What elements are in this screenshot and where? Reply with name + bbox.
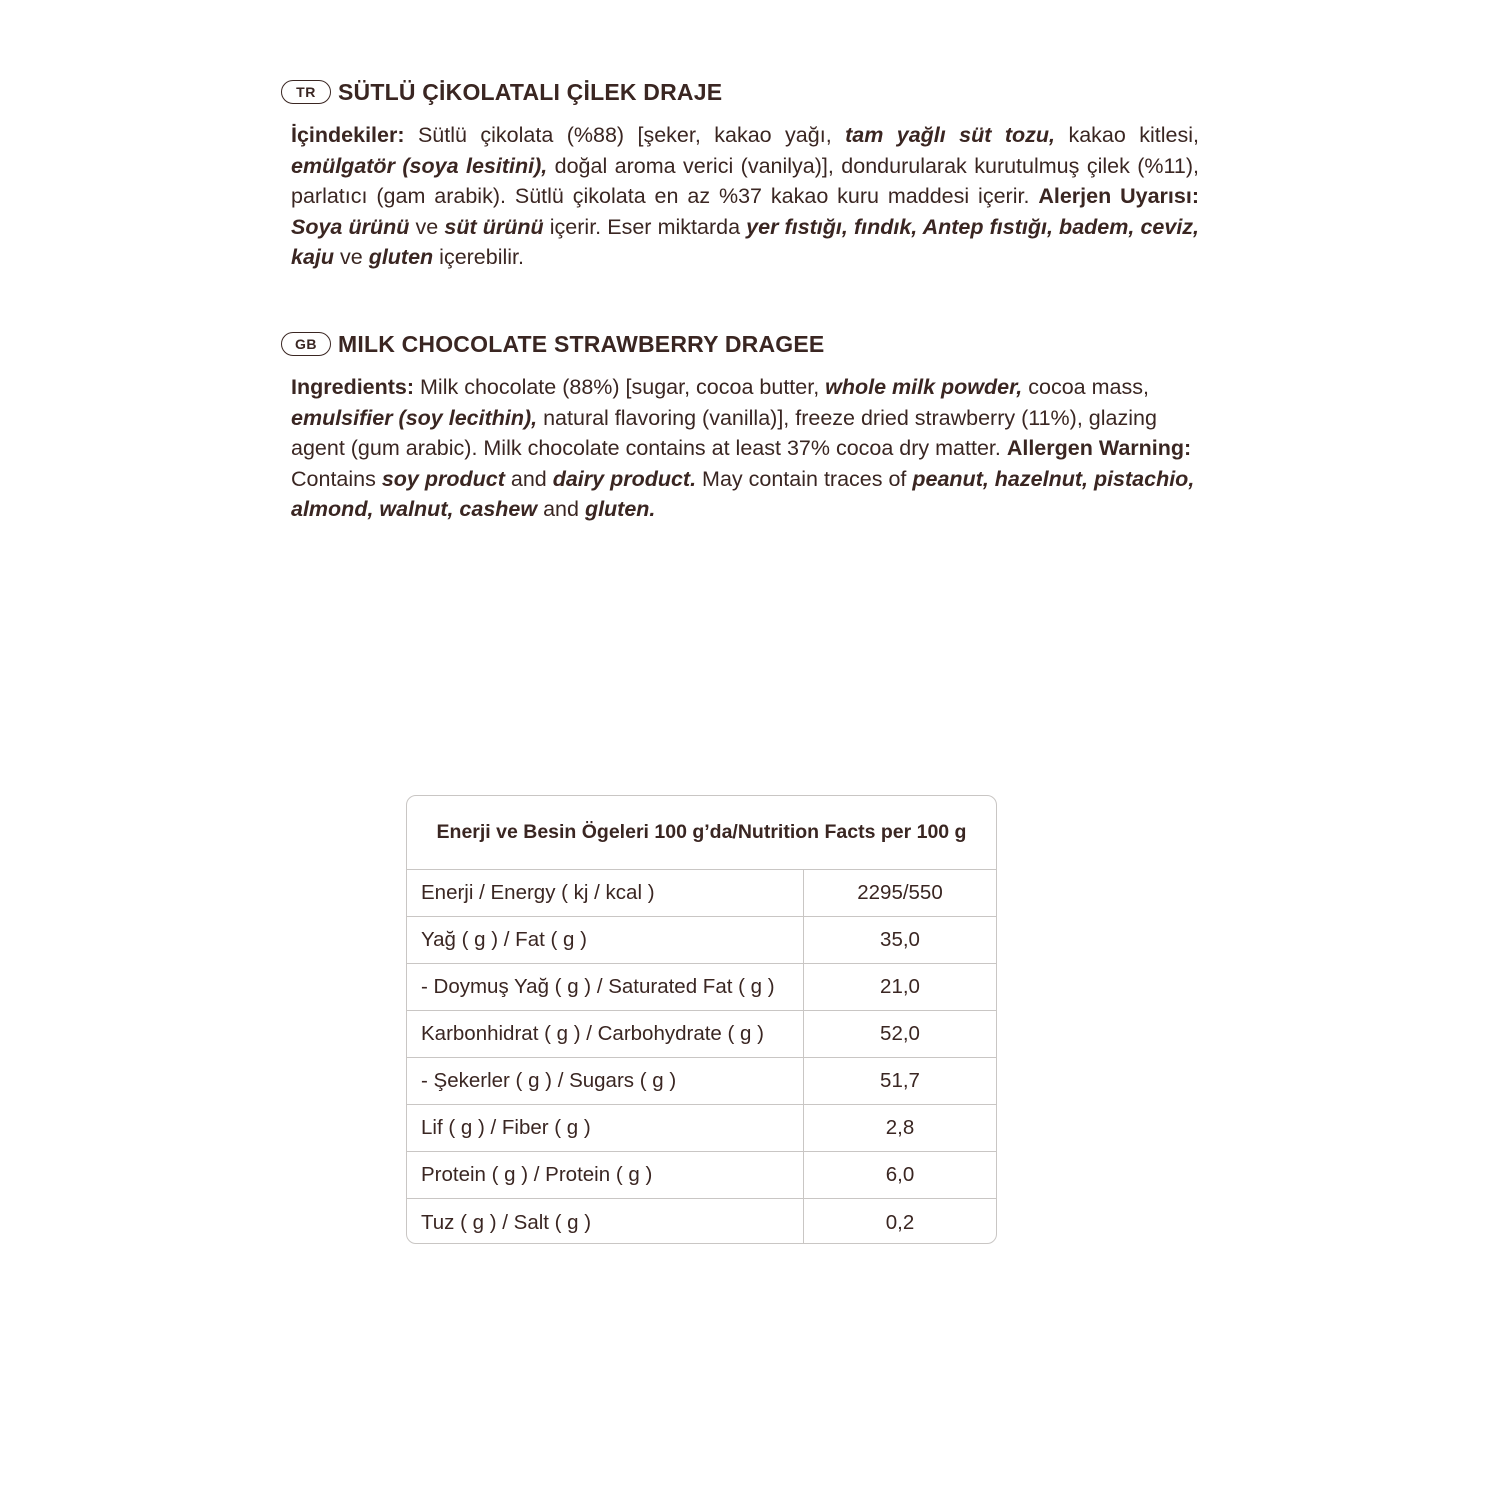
table-row (407, 1058, 996, 1105)
tr-emphasis-segment: emülgatör (soya lesitini), (291, 153, 548, 178)
turkish-heading (281, 74, 1199, 110)
nutrient-value: 52,0 (880, 1022, 920, 1045)
tr-product-title: SÜTLÜ ÇİKOLATALI ÇİLEK DRAJE (338, 78, 723, 105)
nutrition-facts-table (406, 795, 997, 1244)
gb-ingredients-text (291, 372, 1199, 525)
gb-emphasis-segment: whole milk powder, (825, 375, 1023, 399)
table-row (407, 1011, 996, 1058)
nutrition-table-header: Enerji ve Besin Ögeleri 100 g’da/Nutrition Facts per 100 g (407, 796, 996, 870)
gb-text-segment: natural flavoring (vanilla)], freeze dried strawberry (11%), glazing agent (gum arabic). Milk chocolate contains at least 37% cocoa dry matter. (291, 405, 1157, 460)
tr-ingredients-text (291, 120, 1199, 273)
gb-text-segment: Contains (291, 466, 382, 491)
tr-allergen-label: Alerjen Uyarısı: (1038, 184, 1199, 208)
tr-ingredients-label: İçindekiler: (291, 123, 405, 147)
gb-text-segment: May contain traces of (696, 466, 913, 491)
nutrient-label: Protein ( g ) / Protein ( g ) (407, 1152, 804, 1198)
table-row (407, 1152, 996, 1199)
gb-allergen-label: Allergen Warning: (1006, 436, 1192, 460)
nutrient-value: 21,0 (880, 975, 920, 998)
tr-emphasis-segment: gluten (368, 245, 434, 269)
tr-text-segment: ve (409, 214, 445, 239)
gb-emphasis-segment: soy product (381, 466, 505, 491)
nutrient-value: 51,7 (880, 1069, 920, 1092)
table-row (407, 964, 996, 1011)
tr-text-segment: Sütlü çikolata (%88) [şeker, kakao yağı, (404, 123, 846, 147)
nutrient-label: Lif ( g ) / Fiber ( g ) (407, 1105, 804, 1151)
english-section (291, 326, 1199, 525)
table-row (407, 917, 996, 964)
table-row (407, 1199, 996, 1244)
nutrient-value: 35,0 (880, 928, 920, 951)
nutrient-label: Tuz ( g ) / Salt ( g ) (407, 1199, 804, 1244)
tr-emphasis-segment: Soya ürünü (291, 214, 410, 239)
tr-text-segment: ve (334, 245, 369, 269)
nutrient-label: Yağ ( g ) / Fat ( g ) (407, 917, 804, 963)
tr-emphasis-segment: yer fıstığı, fındık, Antep fıstığı, badem, ceviz, kaju (291, 214, 1200, 269)
nutrient-value: 2295/550 (857, 881, 943, 904)
nutrient-label: Enerji / Energy ( kj / kcal ) (407, 870, 804, 916)
turkish-section (291, 74, 1199, 273)
tr-language-badge: TR (281, 80, 331, 104)
gb-text-segment: and (504, 466, 553, 491)
gb-emphasis-segment: emulsifier (soy lecithin), (291, 405, 538, 430)
nutrient-label: - Şekerler ( g ) / Sugars ( g ) (407, 1058, 804, 1104)
gb-text-segment: and (537, 497, 585, 521)
tr-text-segment: içerebilir. (433, 245, 524, 269)
tr-text-segment: kakao kitlesi, (1055, 123, 1199, 147)
nutrient-label: Karbonhidrat ( g ) / Carbohydrate ( g ) (407, 1011, 804, 1057)
gb-text-segment: Milk chocolate (88%) [sugar, cocoa butter, (414, 375, 826, 399)
nutrient-value: 0,2 (885, 1210, 915, 1234)
nutrient-value: 6,0 (885, 1163, 915, 1186)
gb-text-segment: cocoa mass, (1022, 375, 1149, 399)
gb-language-badge: GB (281, 332, 331, 356)
nutrient-value: 2,8 (885, 1116, 915, 1139)
english-heading (281, 326, 1199, 362)
tr-emphasis-segment: tam yağlı süt tozu, (845, 123, 1056, 147)
tr-text-segment: içerir. Eser miktarda (543, 214, 747, 239)
gb-emphasis-segment: peanut, hazelnut, pistachio, almond, walnut, cashew (291, 466, 1195, 521)
tr-emphasis-segment: süt ürünü (444, 214, 544, 239)
tr-text-segment: doğal aroma verici (vanilya)], dondurularak kurutulmuş çilek (%11), parlatıcı (gam arabik). Sütlü çikolata en az %37 kakao kuru maddesi içerir. (291, 153, 1199, 208)
gb-emphasis-segment: gluten. (584, 497, 656, 521)
table-row (407, 1105, 996, 1152)
gb-emphasis-segment: dairy product. (552, 466, 697, 491)
nutrient-label: - Doymuş Yağ ( g ) / Saturated Fat ( g ) (407, 964, 804, 1010)
table-row (407, 870, 996, 917)
gb-product-title: MILK CHOCOLATE STRAWBERRY DRAGEE (338, 330, 825, 357)
gb-ingredients-label: Ingredients: (291, 375, 415, 399)
